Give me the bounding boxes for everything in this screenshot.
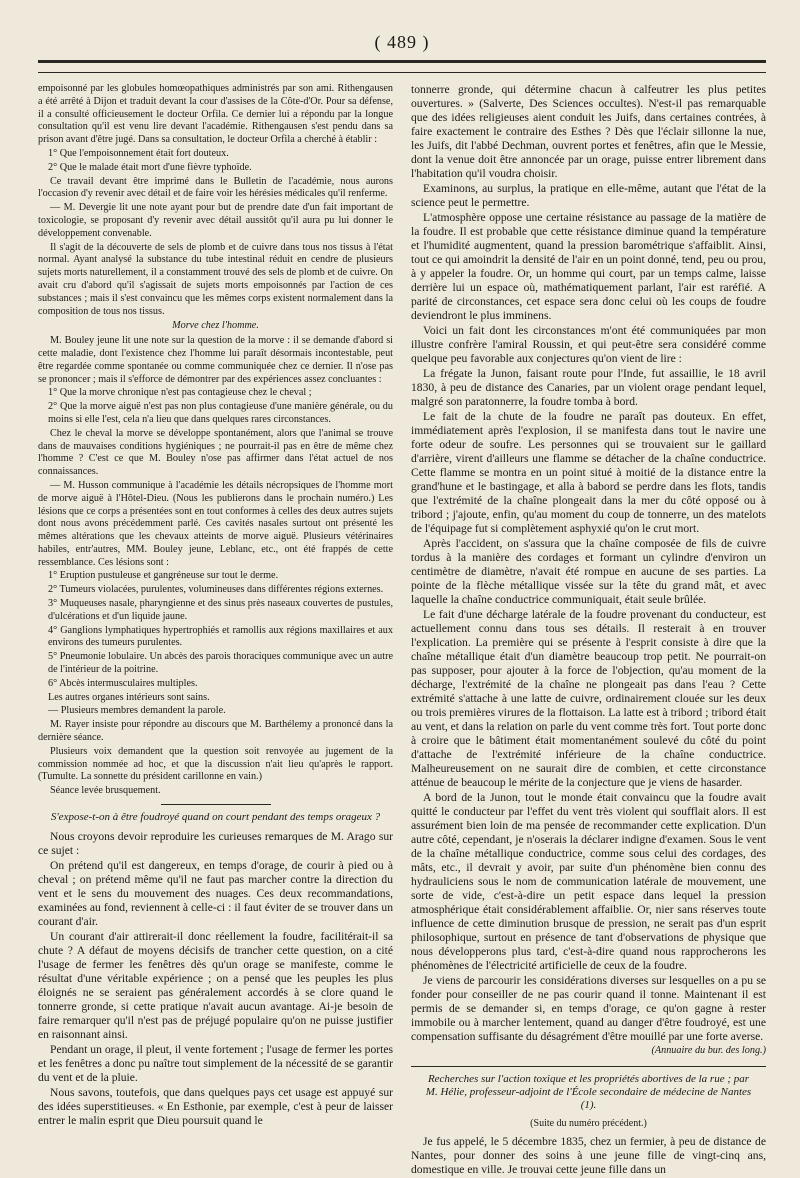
paragraph: Examinons, au surplus, la pratique en elle-même, autant que l'état de la science peut le permettre.: [411, 182, 766, 209]
section-heading: Morve chez l'homme.: [172, 320, 259, 332]
paragraph: Séance levée brusquement.: [50, 785, 161, 797]
list-item: 1° Eruption pustuleuse et gangréneuse sur tout le derme.: [48, 570, 279, 582]
source-citation: (Annuaire du bur. des long.): [651, 1045, 766, 1056]
paragraph: Chez le cheval la morve se développe spontanément, alors que l'animal se trouve dans de mauvaises conditions hygiéniques ; ne pourrait-il pas en être de même chez l'homme ? C'est ce que M. Bouley n'ose pas affirmer dans l'état actuel de nos connaissances.: [38, 427, 393, 478]
paragraph: empoisonné par les globules homœopathiques administrés par son ami. Rithengausen a été arrêté à Dijon et traduit devant la cour d'assises de la Côte-d'Or. Pour sa défense, il a consulté officieusement le docteur Orfila. Ce dernier lui a répondu par la longue consultation qu'il est venu lire devant l'académie. Rithengausen s'est pendu dans sa prison avant d'être jugé. Dans sa consultation, le docteur Orfila a cherché à établir :: [38, 83, 393, 146]
paragraph: Le fait d'une décharge latérale de la foudre provenant du conducteur, est actuellement connu dans tous ses détails. Il resterait à en trouver l'explication. La première qui se présente à l'esprit consiste à dire que la chaîne métallique était d'un diamètre beaucoup trop petit. Ne pourrait-on pas supposer, pour ajouter à la force de l'objection, qu'au moment de la décharge, l'extrémité de la chaîne ne plongeait pas dans l'eau ? Cette extrémité s'attache à une latte de cuivre, ordinairement clouée sur les deux ou trois premières virures de la flottaison. La latte est à tribord ; tribord était au vent, et dans la relation on parle du vent comme très fort. Tout porte donc à croire que le bâtiment était momentanément soulevé du côté du point d'attache de l'extrémité inférieure de la chaîne conductrice. Malheureusement on ne saurait dire de combien, et cette circonstance atténue de beaucoup le mérite de la conjecture que je viens de hasarder.: [411, 608, 766, 789]
section-divider: [161, 804, 271, 805]
paragraph: Pendant un orage, il pleut, il vente fortement ; l'usage de fermer les portes et les fenêtres a donc pu naître tout simplement de la nécessité de se garantir du vent et de la pluie.: [38, 1043, 393, 1085]
paragraph: Le fait de la chute de la foudre ne paraît pas douteux. En effet, immédiatement après l'explosion, il se manifesta dans tout le navire une forte odeur de soufre. Les personnes qui se trouvaient sur le gaillard d'arrière, virent d'ailleurs une flamme se détacher de la chaîne conductrice. Cette flamme se montra en un point situé à moitié de la distance entre la grand'hune et le bastingage, et alla à babord se perdre dans les flots, tandis que l'extrémité de la chaîne plongeait dans la mer du côté opposé ou à tribord ; j'ajoute, enfin, qu'au moment du coup de tonnerre, un des matelots de l'équipage fut si complètement asphyxié qu'on le crut mort.: [411, 410, 766, 535]
paragraph: Un courant d'air attirerait-il donc réellement la foudre, facilitérait-il sa chute ? A défaut de moyens décisifs de trancher cette question, on a cité l'usage de fermer les fenêtres dès qu'un orage se manifeste, comme le résultat d'une véritable expérience ; on a pensé que les peuples les plus éloignés ne se seraient pas généralement accordés à se clore quand le tonnerre gronde, si cette pratique n'avait aucun avantage. Ai-je besoin de faire remarquer qu'il n'est pas de préjugé populaire qu'on ne puisse justifier en raisonnant ainsi.: [38, 930, 393, 1042]
article-title: Recherches sur l'action toxique et les propriétés abortives de la rue ; par M. Hélie, professeur-adjoint de l'École secondaire de médecine de Nantes (1).: [425, 1072, 752, 1111]
paragraph: — M. Husson communique à l'académie les détails nécropsiques de l'homme mort de morve aiguë à l'Hôtel-Dieu. (Nous les publierons dans le prochain numéro.) Les lésions que ce corps a présentées sont en tout conformes à celles des deux autres sujets dont nous avons précédemment parlé. Ces cavités nasales surtout ont présenté les mêmes altérations que les chevaux atteints de morve aiguë. Plusieurs vétérinaires habiles, entr'autres, MM. Bouley jeune, Leblanc, etc., ont été frappés de cette ressemblance. Ces lésions sont :: [38, 479, 393, 568]
paragraph: A bord de la Junon, tout le monde était convaincu que la foudre avait quitté le conducteur par l'effet du vent très violent qui soufflait alors. Il est assurément bien loin de ma pensée de recommander cette explication. D'un autre côté, cependant, je n'oserais la déclarer indigne d'examen. Sous le vent de la chaîne métallique conductrice, comme sous celui des cordages, des mâts, etc., il devrait y avoir, par suite d'un phénomène bien connu des hydrauliciens sous le nom de communication latérale de mouvement, une sorte de vide, c'est-à-dire un petit espace dans lequel la pression atmosphérique était considérablement affaiblie. Or, nier sans réserves toute influence de cette diminution brusque de pression, ne serait pas d'un esprit philosophique, surtout en présence de tant d'observations de physique que nous développerons plus tard, c'est-à-dire quand nous rapprocherons les phénomènes de l'électricité artificielle de ceux de la foudre.: [411, 791, 766, 972]
list-item: 1° Que la morve chronique n'est pas contagieuse chez le cheval ;: [48, 387, 312, 399]
paragraph: Je viens de parcourir les considérations diverses sur lesquelles on a pu se fonder pour conseiller de ne pas courir quand il tonne. Maintenant il est permis de se demander si, en temps d'orage, ce qu'on gagne à rester immobile ou à marcher lentement, quand au danger d'être foudroyé, est une compensation suffisante du désagrément d'être mouillé par une forte averse.: [411, 974, 766, 1043]
paragraph: M. Bouley jeune lit une note sur la question de la morve : il se demande d'abord si cette maladie, dont l'existence chez l'homme lui paraît désormais incontestable, peut être regardée comme spontanée ou comme communiquée chez ce dernier. Il n'ose pas se prononcer ; mais il s'efforce de démontrer par des expériences assez concluantes :: [38, 335, 393, 385]
paragraph: L'atmosphère oppose une certaine résistance au passage de la matière de la foudre. Il est probable que cette résistance diminue quand la température et l'humidité augmentent, quand la pression barométrique s'affaiblit. Ainsi, tout ce qui amoindrit la densité de l'air en un point donné, tend, peu ou prou, à y appeler la foudre. Or, un homme qui court, par un temps calme, laisse derrière lui un espace où, mathématiquement parlant, l'air est raréfié. A parité de circonstances, cet espace sera donc celui où les coups de foudre deviendront le plus imminens.: [411, 211, 766, 322]
continuation-note: (Suite du numéro précédent.): [530, 1117, 647, 1129]
paragraph: Après l'accident, on s'assura que la chaîne composée de fils de cuivre tordus à la manière des cordages et formant un cylindre d'environ un centimètre de diamètre, n'avait été rompue en aucune de ses parties. La pointe de la flèche métallique vissée sur la tête du grand mât, et avec laquelle la chaîne conductrice communiquait, était seule brûlée.: [411, 537, 766, 606]
paragraph: Ce travail devant être imprimé dans le Bulletin de l'académie, nous aurons l'occasion d'y revenir avec détail et de faire voir les hérésies médicales qu'il renferme.: [38, 175, 393, 200]
paragraph: Je fus appelé, le 5 décembre 1835, chez un fermier, à peu de distance de Nantes, pour donner des soins à une jeune fille de vingt-cinq ans, domestique en ville. Je trouvai cette jeune fille dans un: [411, 1134, 766, 1176]
list-item: 2° Que le malade était mort d'une fièvre typhoïde.: [48, 161, 252, 173]
article-title: S'expose-t-on à être foudroyé quand on court pendant des temps orageux ?: [50, 811, 381, 824]
paragraph: Il s'agit de la découverte de sels de plomb et de cuivre dans tous nos tissus à l'état normal. Ayant analysé la substance du tube intestinal réduit en cendre de plusieurs sujets morts naturellement, il a constamment trouvé des sels de plomb et de cuivre. On avait cru d'abord qu'il s'agissait de sujets morts empoisonnés par l'action de ces substances ; mais il s'est convaincu que les mêmes corps existent normalement dans la composition de tous nos tissus.: [38, 241, 393, 317]
list-item: — Plusieurs membres demandent la parole.: [48, 705, 226, 717]
list-item: 5° Pneumonie lobulaire. Un abcès des parois thoraciques communique avec un autre de l'intérieur de la poitrine.: [48, 651, 393, 676]
list-item: 3° Muqueuses nasale, pharyngienne et des sinus près naseaux couvertes de pustules, d'ulcérations et d'un liquide jaune.: [48, 598, 393, 622]
two-column-body: [38, 83, 766, 1178]
paragraph: La frégate la Junon, faisant route pour l'Inde, fut assaillie, le 18 avril 1830, à peu de distance des Canaries, par un violent orage pendant lequel, malgré son paratonnerre, la foudre tomba à bord.: [411, 367, 766, 408]
header-double-rule: [38, 60, 766, 73]
list-item: 4° Ganglions lymphatiques hypertrophiés et ramollis aux régions maxillaires et aux environs des tumeurs purulentes.: [48, 624, 393, 649]
paragraph: Voici un fait dont les circonstances m'ont été communiquées par mon illustre confrère l'amiral Roussin, et qui peut-être sera considéré comme quelque peu favorable aux conjectures qu'on vient de lire :: [411, 324, 766, 365]
list-item: 6° Abcès intermusculaires multiples.: [48, 677, 198, 689]
left-column: [38, 83, 393, 1178]
list-item: 1° Que l'empoisonnement était fort douteux.: [48, 147, 229, 159]
list-item: 2° Tumeurs violacées, purulentes, volumineuses dans différentes régions externes.: [48, 584, 384, 596]
list-item: Les autres organes intérieurs sont sains.: [48, 691, 210, 703]
list-item: 2° Que la morve aiguë n'est pas non plus contagieuse d'une manière générale, ou du moins si elle l'est, cela n'a lieu que dans quelques rares circonstances.: [48, 401, 393, 425]
page-number: ( 489 ): [374, 32, 430, 52]
paragraph: On prétend qu'il est dangereux, en temps d'orage, de courir à pied ou à cheval ; on prétend même qu'il ne faut pas marcher contre la direction du vent et le sens du mouvement des nuages. Ces deux recommandations, examinées au fond, reviennent à celle-ci : il faut éviter de se trouver dans un courant d'air.: [38, 859, 393, 929]
paragraph: M. Rayer insiste pour répondre au discours que M. Barthélemy a prononcé dans la dernière séance.: [38, 719, 393, 744]
right-column: [411, 83, 766, 1178]
section-divider: [411, 1066, 766, 1067]
paragraph: Nous croyons devoir reproduire les curieuses remarques de M. Arago sur ce sujet :: [38, 830, 393, 858]
paragraph: — M. Devergie lit une note ayant pour but de prendre date d'un fait important de toxicologie, se proposant d'y revenir avec détail aussitôt qu'il aura pu lui donner le développement convenable.: [38, 202, 393, 239]
paragraph: Plusieurs voix demandent que la question soit renvoyée au jugement de la commission nommée ad hoc, et que la discussion n'ait lieu qu'après le rapport. (Tumulte. La sonnette du président carillonne en vain.): [38, 745, 393, 783]
paragraph: tonnerre gronde, qui détermine chacun à calfeutrer les plus petites ouvertures. » (Salverte, Des Sciences occultes). N'est-il pas remarquable que des idées religieuses aient conduit les Juifs, dans certaines contrées, à faire exactement le contraire des Esthes ? Dès que l'éclair sillonne la nue, les Juifs, dit l'abbé Dechman, ouvrent portes et fenêtres, afin que le Messie, dont la venue doit être annoncée par un orage, puisse entrer librement dans l'habitation qu'il voudra choisir.: [411, 83, 766, 180]
paragraph: Nous savons, toutefois, que dans quelques pays cet usage est appuyé sur des idées superstitieuses. « En Esthonie, par exemple, c'est à peur de laisser entrer le malin esprit que Dieu poursuit quand le: [38, 1086, 393, 1128]
